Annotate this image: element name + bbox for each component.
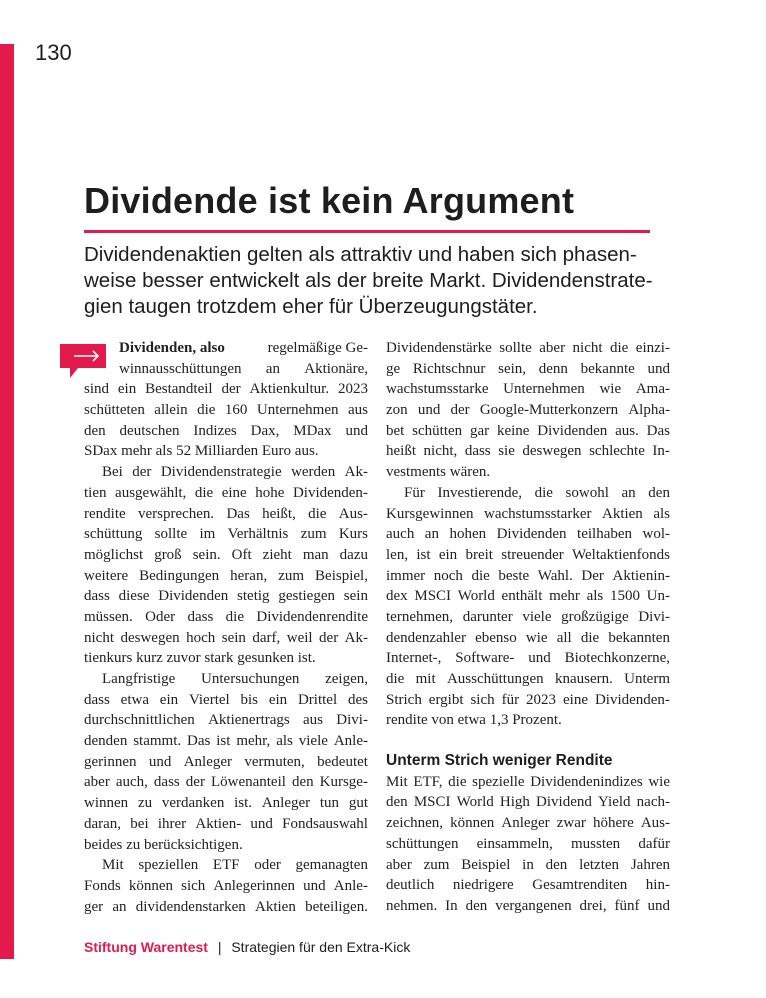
text-line: gerinnen und Anleger vermuten, bedeutet [84, 753, 368, 770]
text-line: müssen. Oder dass die Dividendenrendite [84, 608, 368, 625]
text-line: dass diese Dividenden stetig gestiegen sein [84, 588, 368, 605]
text-line: wachstumsstarke Unternehmen wie Ama- [386, 381, 670, 398]
text-line: durchschnittlichen Aktienertrags aus Divi- [84, 712, 368, 729]
text-line: Strich ergibt sich für 2023 eine Dividenden- [386, 691, 670, 708]
text-line: weitere Bedingungen heran, zum Beispiel, [84, 567, 368, 584]
footer-brand: Stiftung Warentest [84, 939, 208, 955]
text-line: SDax mehr als 52 Milliarden Euro aus. [84, 443, 319, 460]
text-line: die mit Ausschüttungen knausern. Unterm [386, 671, 670, 687]
text-line: schüttungen einsammeln, mussten dafür [386, 835, 670, 852]
text-line: winnen zu verdanken ist. Anleger tun gut [84, 795, 368, 812]
footer-book-title: Strategien für den Extra-Kick [231, 939, 411, 955]
lead-in-words: Dividenden, also [119, 340, 225, 356]
lead-line: Dividendenaktien gelten als attraktiv und haben sich phasen- [84, 243, 637, 266]
text-line: Bei der Dividendenstrategie werden Ak- [102, 464, 368, 481]
text-line: bet schütten gar keine Dividenden aus. Das [386, 422, 670, 439]
text-line: Internet-, Software- und Biotechkonzerne, [386, 650, 670, 667]
page-footer [84, 939, 410, 955]
text-line: tienkurs kurz zuvor stark gesunken ist. [84, 650, 316, 667]
text-line: aber auch, dass der Löwenanteil den Kursge- [84, 774, 368, 791]
title-underline [84, 230, 650, 233]
text-line: dendenzahler ebenso wie all die bekannten [386, 629, 670, 646]
footer-separator: | [217, 939, 222, 955]
page-title: Dividende ist kein Argument [84, 180, 575, 221]
text-line [84, 338, 368, 359]
right-column [386, 338, 670, 917]
text-line: Dividendenstärke sollte aber nicht die einzi- [386, 340, 670, 356]
text-line: sind ein Bestandteil der Aktienkultur. 2023 [84, 381, 368, 398]
side-accent-bar [0, 44, 14, 959]
text-line: zeichnen, können Anleger zwar höhere Aus- [386, 815, 670, 832]
text-line: den deutschen Indizes Dax, MDax und [84, 422, 368, 439]
text-line: beides zu berücksichtigen. [84, 836, 243, 853]
text-line: rendite versprechen. Das heißt, die Aus- [84, 505, 368, 522]
text-line: auch an hohen Dividenden teilhaben wol- [386, 526, 670, 543]
text-line: ger an dividendenstarken Aktien beteiligen. [84, 898, 368, 915]
text-line: Kursgewinnen wachstumsstarker Aktien als [386, 505, 670, 522]
text-line: daran, bei ihrer Aktien- und Fondsauswahl [84, 815, 368, 832]
text-line: deutlich niedrigere Gesamtrenditen hin- [386, 877, 670, 894]
text-line: Fonds können sich Anlegerinnen und Anle- [84, 877, 368, 894]
text-line: nicht deswegen hoch sein darf, weil der Ak- [84, 629, 368, 646]
text-line: winnausschüttungen an Aktionäre, [119, 360, 368, 377]
text-line: schütteten allein die 160 Unternehmen aus [84, 402, 368, 419]
text-line: schüttung sollte im Verhältnis zum Kurs [84, 526, 368, 543]
lead-line: gien taugen trotzdem eher für Überzeugungstäter. [84, 295, 538, 318]
text-line: nehmen. In den vergangenen drei, fünf und [386, 897, 670, 914]
text-line: immer noch die beste Wahl. Der Aktienin- [386, 567, 670, 584]
text-line: aber zum Beispiel in den letzten Jahren [386, 856, 670, 873]
text-line: dex MSCI World enthält mehr als 1500 Un- [386, 588, 670, 605]
text-line: ge Richtschnur sein, denn bekannte und [386, 360, 670, 377]
text-line: dass etwa ein Viertel bis ein Drittel des [84, 691, 368, 708]
text-line: möglichst groß sein. Oft zieht man dazu [84, 546, 368, 563]
page-number: 130 [35, 40, 72, 65]
lead-line: weise besser entwickelt als der breite Markt. Dividendenstrate- [84, 269, 653, 292]
text-line: Mit speziellen ETF oder gemanagten [102, 857, 368, 874]
text-line: denden stammt. Das ist mehr, als viele Anle- [84, 733, 368, 750]
text-line: tien ausgewählt, die eine hohe Dividenden- [84, 484, 368, 501]
text-line: heißt nicht, dass sie deswegen schlechte In- [386, 443, 670, 460]
text-line: len, ist ein breit streuender Weltaktienfonds [386, 546, 670, 563]
text-line: rendite von etwa 1,3 Prozent. [386, 712, 562, 729]
left-column [84, 338, 368, 917]
text-line: ternehmen, darunter viele großzügige Divi- [386, 608, 670, 625]
section-subheading: Unterm Strich weniger Rendite [386, 752, 613, 770]
text-line: Für Investierende, die sowohl an den [404, 484, 670, 501]
text-line: Langfristige Untersuchungen zeigen, [102, 671, 368, 687]
text-line: Mit ETF, die spezielle Dividendenindizes wie [386, 773, 670, 790]
text-line: den MSCI World High Dividend Yield nach- [386, 794, 670, 811]
text-line: zon und der Google-Mutterkonzern Alpha- [386, 402, 670, 419]
lead-paragraph [84, 242, 664, 320]
text-line: vestments wären. [386, 464, 491, 481]
text-fragment: regelmäßige Ge- [267, 340, 368, 356]
